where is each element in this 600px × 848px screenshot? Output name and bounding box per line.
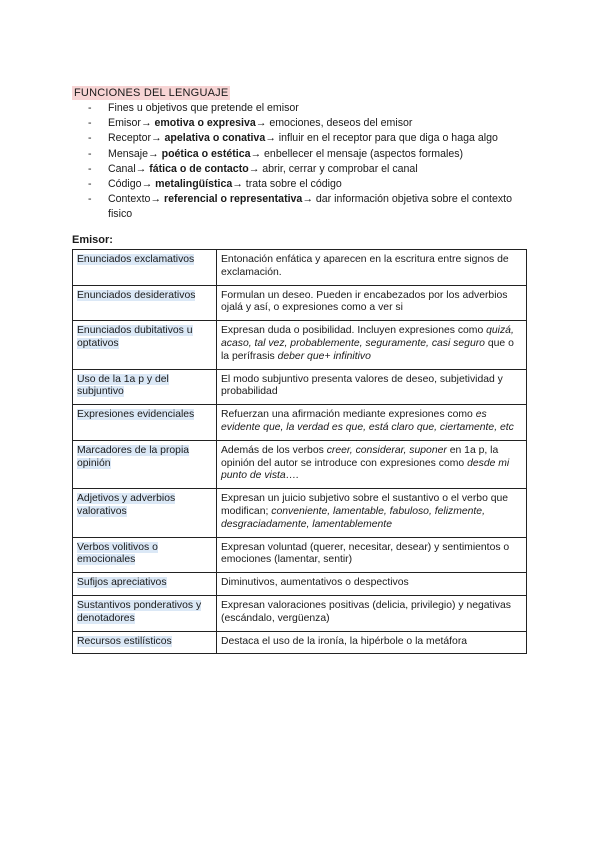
table-cell-key: Adjetivos y adverbios valorativos bbox=[73, 489, 217, 537]
table-cell-key: Enunciados exclamativos bbox=[73, 250, 217, 286]
page-title: FUNCIONES DEL LENGUAJE bbox=[74, 87, 229, 99]
table-row bbox=[73, 631, 527, 654]
table-row bbox=[73, 250, 527, 286]
table-row bbox=[73, 440, 527, 488]
list-item: - Canal→ fática o de contacto→ abrir, cerrar y comprobar el canal bbox=[88, 162, 418, 175]
table-row bbox=[73, 405, 527, 441]
table-row bbox=[73, 285, 527, 321]
table-cell-value: Además de los verbos creer, considerar, suponer en 1a p, la opinión del autor se introduce con expresiones como desde mi punto de vista…. bbox=[217, 440, 527, 488]
list-item: - Código→ metalingüística→ trata sobre el código bbox=[88, 178, 342, 191]
table-cell-key: Sustantivos ponderativos y denotadores bbox=[73, 595, 217, 631]
table-cell-key: Uso de la 1a p y del subjuntivo bbox=[73, 369, 217, 405]
table-row bbox=[73, 489, 527, 537]
functions-list bbox=[88, 101, 528, 223]
table-row bbox=[73, 321, 527, 369]
table-cell-value: Refuerzan una afirmación mediante expresiones como es evidente que, la verdad es que, está claro que, ciertamente, etc bbox=[217, 405, 527, 441]
list-item: - Emisor→ emotiva o expresiva→ emociones, deseos del emisor bbox=[88, 117, 413, 130]
list-item: - Receptor→ apelativa o conativa→ influir en el receptor para que diga o haga algo bbox=[88, 132, 498, 145]
list-item: - Fines u objetivos que pretende el emisor bbox=[88, 102, 299, 114]
table-cell-key: Sufijos apreciativos bbox=[73, 573, 217, 596]
table-cell-value: Destaca el uso de la ironía, la hipérbole o la metáfora bbox=[217, 631, 527, 654]
list-item: - Mensaje→ poética o estética→ enbellecer el mensaje (aspectos formales) bbox=[88, 147, 464, 160]
table-row bbox=[73, 573, 527, 596]
section-heading: Emisor: bbox=[72, 234, 113, 246]
table-cell-key: Enunciados desiderativos bbox=[73, 285, 217, 321]
table-cell-key: Marcadores de la propia opinión bbox=[73, 440, 217, 488]
table-cell-value: Diminutivos, aumentativos o despectivos bbox=[217, 573, 527, 596]
list-item: - Contexto→ referencial o representativa→ dar información objetiva sobre el contexto fisico bbox=[88, 193, 512, 221]
table-cell-key: Verbos volitivos o emocionales bbox=[73, 537, 217, 573]
table-cell-value: Expresan un juicio subjetivo sobre el sustantivo o el verbo que modifican; conveniente, lamentable, fabuloso, felizmente, desgraciadamente, lamentablemente bbox=[217, 489, 527, 537]
table-cell-key: Enunciados dubitativos u optativos bbox=[73, 321, 217, 369]
emisor-table bbox=[72, 249, 527, 654]
table-cell-value: Formulan un deseo. Pueden ir encabezados por los adverbios ojalá y así, o expresiones como a ver si bbox=[217, 285, 527, 321]
table-cell-value: Expresan voluntad (querer, necesitar, desear) y sentimientos o emociones (lamentar, sentir) bbox=[217, 537, 527, 573]
table-row bbox=[73, 595, 527, 631]
table-cell-key: Expresiones evidenciales bbox=[73, 405, 217, 441]
table-cell-value: El modo subjuntivo presenta valores de deseo, subjetividad y probabilidad bbox=[217, 369, 527, 405]
table-row bbox=[73, 537, 527, 573]
table-cell-value: Expresan duda o posibilidad. Incluyen expresiones como quizá, acaso, tal vez, probablemente, seguramente, casi seguro que o la perífrasis deber que+ infinitivo bbox=[217, 321, 527, 369]
table-cell-value: Expresan valoraciones positivas (delicia, privilegio) y negativas (escándalo, vergüenza) bbox=[217, 595, 527, 631]
table-cell-value: Entonación enfática y aparecen en la escritura entre signos de exclamación. bbox=[217, 250, 527, 286]
table-cell-key: Recursos estilísticos bbox=[73, 631, 217, 654]
table-row bbox=[73, 369, 527, 405]
